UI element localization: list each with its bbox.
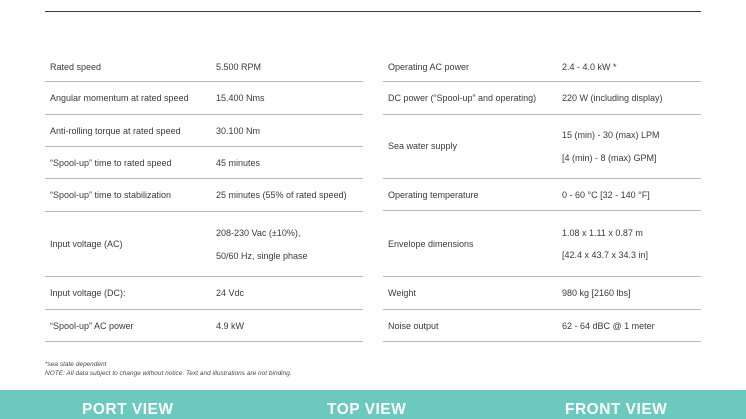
spec-value: 208-230 Vac (±10%), [216,228,301,238]
spec-label: Weight [388,288,416,298]
spec-value: 15.400 Nms [216,93,265,103]
spec-row-spool-up-rated [45,147,363,179]
spec-row-noise-output [383,310,701,342]
views-band [0,390,746,419]
spec-row-rated-speed [45,51,363,82]
spec-row-operating-temperature [383,179,701,211]
spec-label: “Spool-up” AC power [50,321,134,331]
spec-label: Angular momentum at rated speed [50,93,189,103]
spec-label: Sea water supply [388,141,458,151]
spec-value: 25 minutes (55% of rated speed) [216,190,347,200]
spec-value: 0 - 60 °C [32 - 140 °F] [562,190,650,200]
spec-label: Operating temperature [388,190,479,200]
spec-row-envelope-dimensions [383,211,701,277]
spec-row-spool-up-ac-power [45,310,363,342]
spec-label: “Spool-up” time to stabilization [50,190,172,200]
spec-table-left [45,51,363,342]
spec-value: 45 minutes [216,158,261,168]
spec-label: “Spool-up” time to rated speed [50,158,172,168]
top-view-heading: TOP VIEW [327,401,407,418]
spec-label: Input voltage (DC): [50,288,126,298]
spec-row-anti-rolling-torque [45,115,363,147]
spec-value: 30.100 Nm [216,126,261,136]
spec-value: 1.08 x 1.11 x 0.87 m [562,228,643,238]
top-divider [45,11,701,12]
spec-row-sea-water-supply [383,115,701,179]
spec-value: 62 - 64 dBC @ 1 meter [562,321,655,331]
spec-table-right [383,51,701,342]
spec-label: Anti-rolling torque at rated speed [50,126,181,136]
spec-value-line2: [42.4 x 43.7 x 34.3 in] [562,250,649,260]
spec-label: Input voltage (AC) [50,239,123,249]
footnotes [45,360,292,378]
spec-value-line2: [4 (min) - 8 (max) GPM] [562,153,657,163]
spec-value: 24 Vdc [216,288,245,298]
spec-label: Operating AC power [388,62,470,72]
spec-label: Noise output [388,321,439,331]
spec-label: Rated speed [50,62,102,72]
spec-value: 4.9 kW [216,321,245,331]
spec-label: Envelope dimensions [388,239,474,249]
footnote-disclaimer: NOTE: All data subject to change without notice. Text and illustrations are not binding. [45,370,292,377]
spec-label: DC power (“Spool-up” and operating) [388,93,537,103]
spec-row-dc-power [383,82,701,115]
spec-row-weight [383,277,701,310]
spec-value-line2: 50/60 Hz, single phase [216,251,308,261]
spec-value: 5.500 RPM [216,62,262,72]
spec-row-operating-ac-power [383,51,701,82]
spec-value: 15 (min) - 30 (max) LPM [562,130,660,140]
spec-row-input-voltage-dc [45,277,363,310]
spec-row-input-voltage-ac [45,212,363,277]
footnote-sea-state: *sea state dependent [45,361,107,368]
spec-value: 220 W (including display) [562,93,663,103]
spec-row-angular-momentum [45,82,363,115]
port-view-heading: PORT VIEW [82,401,174,418]
spec-value: 980 kg [2160 lbs] [562,288,631,298]
spec-row-spool-up-stabilization [45,179,363,212]
front-view-heading: FRONT VIEW [565,401,668,418]
spec-value: 2.4 - 4.0 kW * [562,62,617,72]
